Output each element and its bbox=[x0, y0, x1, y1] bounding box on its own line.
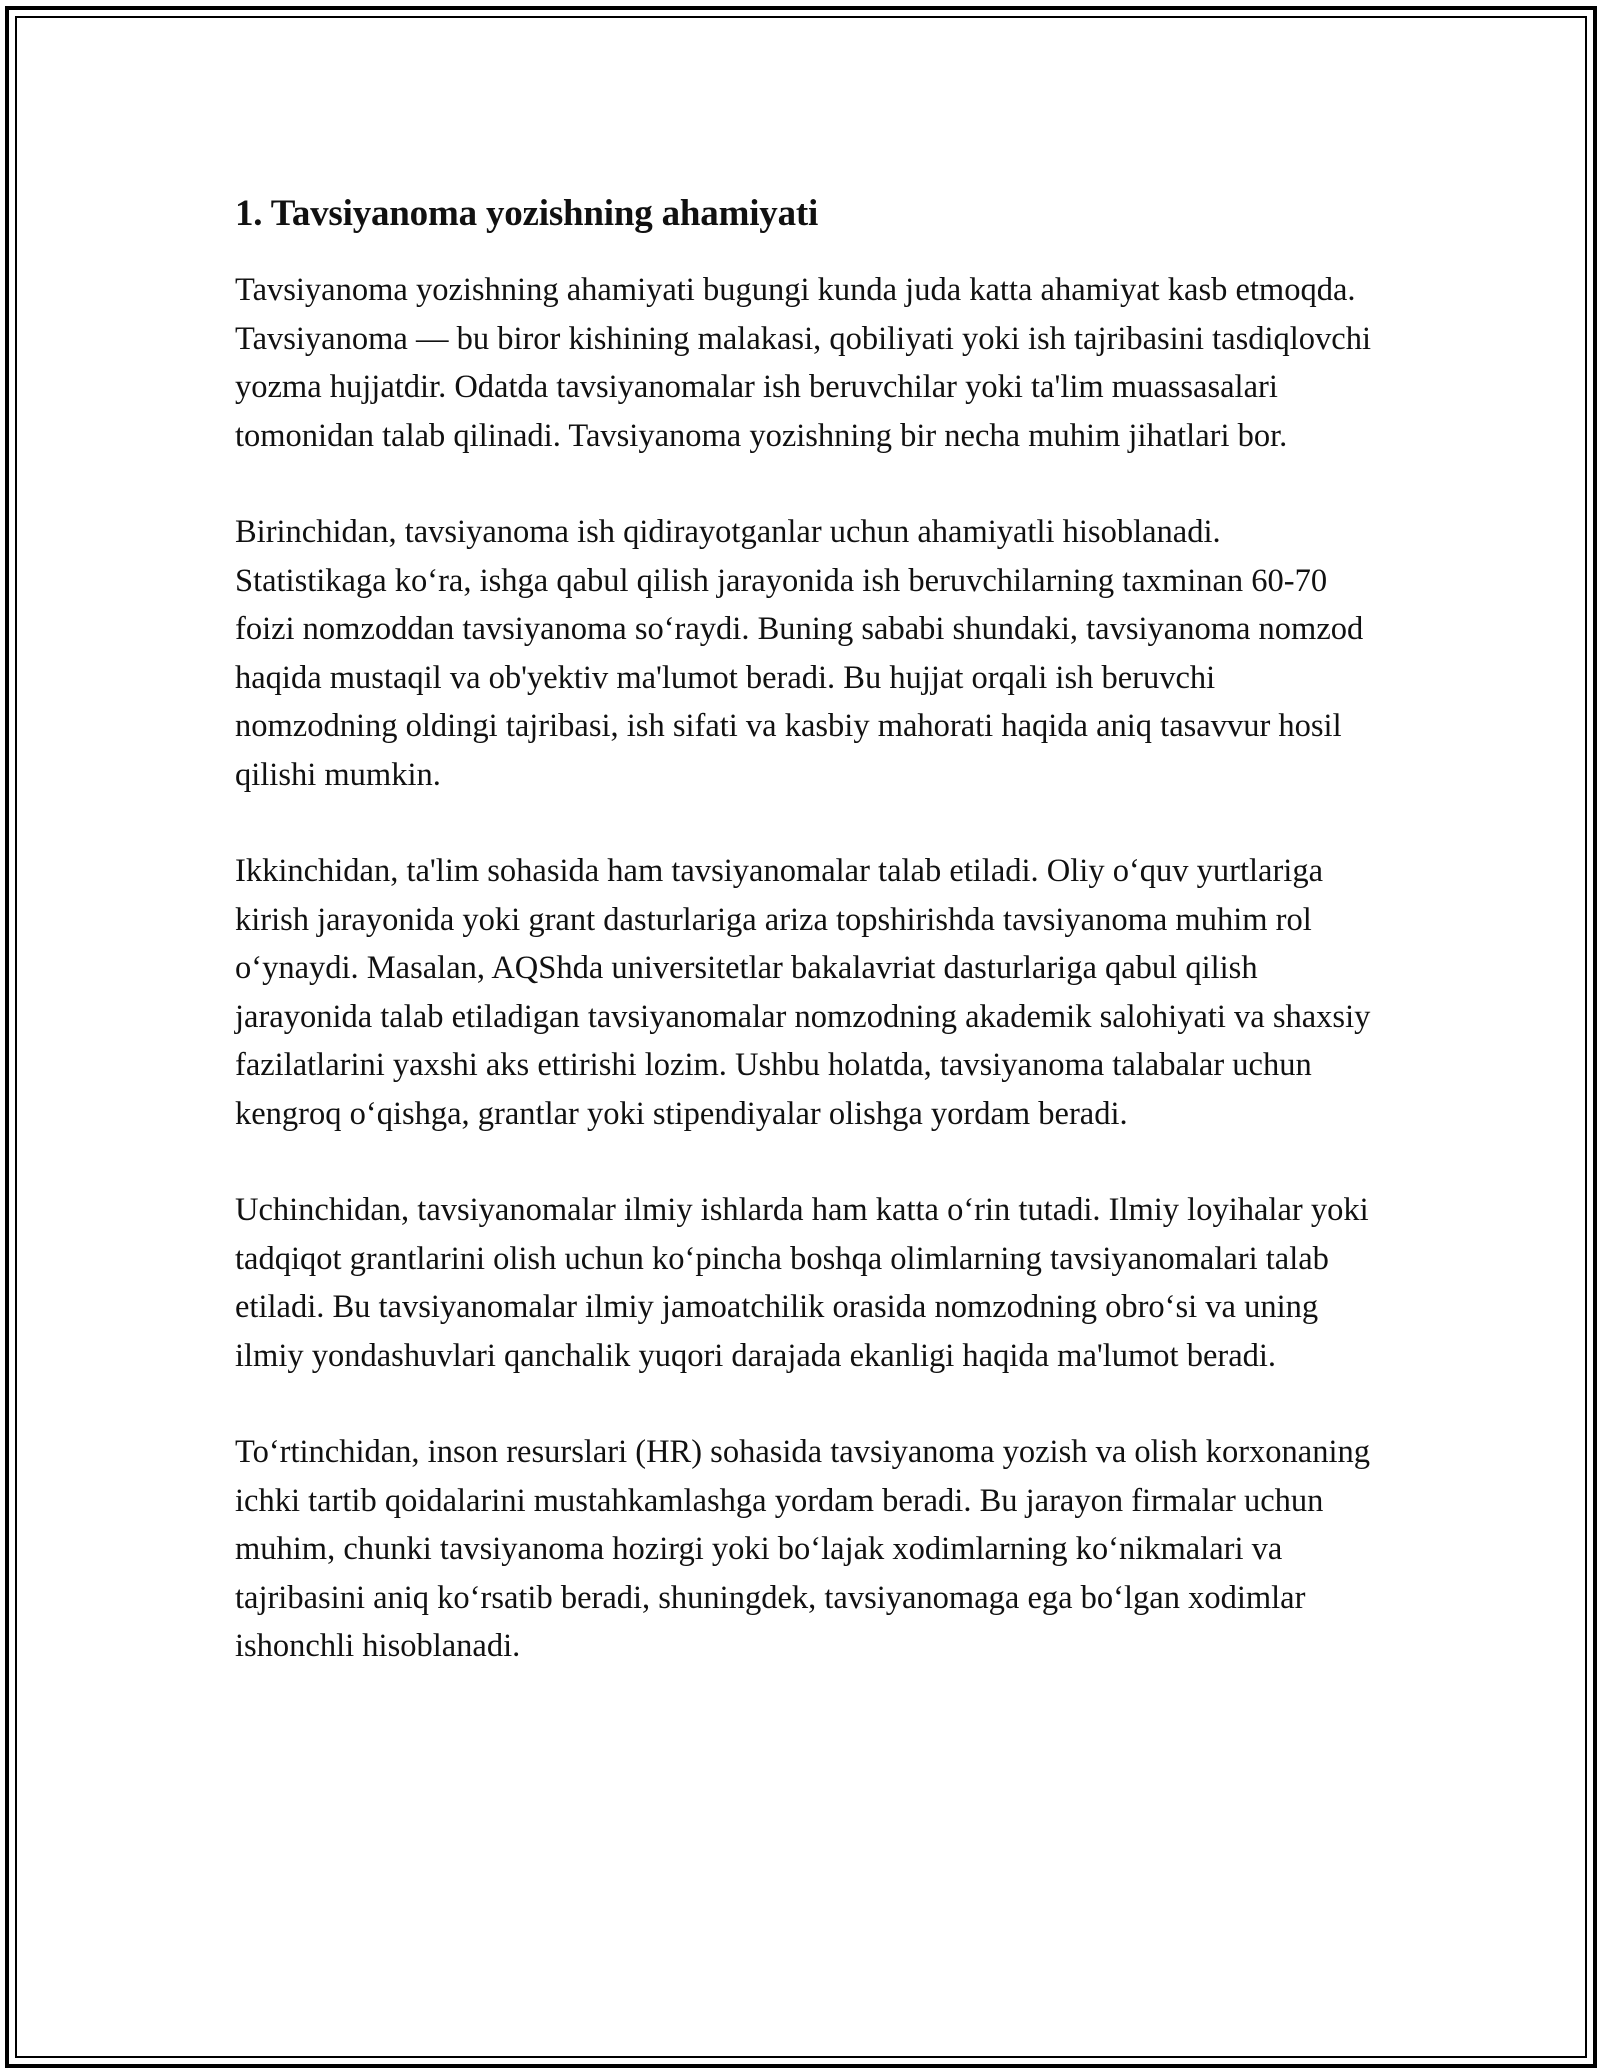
paragraph-third: Uchinchidan, tavsiyanomalar ilmiy ishlarda ham katta oʻrin tutadi. Ilmiy loyihalar yoki tadqiqot grantlarini olish uchun koʻpincha boshqa olimlarning tavsiyanomalari talab etiladi. Bu tavsiyanomalar ilmiy jamoatchilik orasida nomzodning obroʻsi va uning ilmiy yondashuvlari qanchalik yuqori darajada ekanligi haqida ma'lumot beradi. bbox=[235, 1192, 1369, 1374]
paragraph-second: Ikkinchidan, ta'lim sohasida ham tavsiyanomalar talab etiladi. Oliy oʻquv yurtlariga kirish jarayonida yoki grant dasturlariga ariza topshirishda tavsiyanoma muhim rol oʻynaydi. Masalan, AQShda universitetlar bakalavriat dasturlariga qabul qilish jarayonida talab etiladigan tavsiyanomalar nomzodning akademik salohiyati va shaxsiy fazilatlarini yaxshi aks ettirishi lozim. Ushbu holatda, tavsiyanoma talabalar uchun kengroq oʻqishga, grantlar yoki stipendiyalar olishga yordam beradi. bbox=[235, 853, 1371, 1132]
section-heading: 1. Tavsiyanoma yozishning ahamiyati bbox=[235, 193, 819, 234]
paragraph-intro: Tavsiyanoma yozishning ahamiyati bugungi kunda juda katta ahamiyat kasb etmoqda. Tavsiyanoma — bu biror kishining malakasi, qobiliyati yoki ish tajribasini tasdiqlovchi yozma hujjatdir. Odatda tavsiyanomalar ish beruvchilar yoki ta'lim muassasalari tomonidan talab qilinadi. Tavsiyanoma yozishning bir necha muhim jihatlari bor. bbox=[235, 272, 1371, 454]
paragraph-first: Birinchidan, tavsiyanoma ish qidirayotganlar uchun ahamiyatli hisoblanadi. Statistikaga koʻra, ishga qabul qilish jarayonida ish beruvchilarning taxminan 60-70 foizi nomzoddan tavsiyanoma soʻraydi. Buning sababi shundaki, tavsiyanoma nomzod haqida mustaqil va ob'yektiv ma'lumot beradi. Bu hujjat orqali ish beruvchi nomzodning oldingi tajribasi, ish sifati va kasbiy mahorati haqida aniq tasavvur hosil qilishi mumkin. bbox=[235, 514, 1364, 793]
document-body bbox=[235, 188, 1375, 1719]
paragraph-fourth: Toʻrtinchidan, inson resurslari (HR) sohasida tavsiyanoma yozish va olish korxonaning ichki tartib qoidalarini mustahkamlashga yordam beradi. Bu jarayon firmalar uchun muhim, chunki tavsiyanoma hozirgi yoki boʻlajak xodimlarning koʻnikmalari va tajribasini aniq koʻrsatib beradi, shuningdek, tavsiyanomaga ega boʻlgan xodimlar ishonchli hisoblanadi. bbox=[235, 1434, 1371, 1664]
